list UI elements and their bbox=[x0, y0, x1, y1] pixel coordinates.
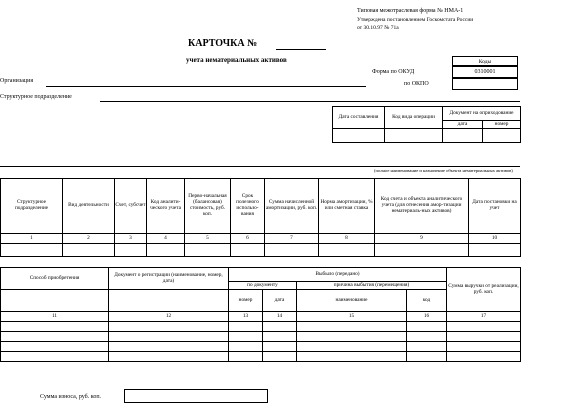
t1-header-2: Вид деятельности bbox=[63, 179, 115, 234]
t1-header-4: Код аналити-ческого учета bbox=[147, 179, 185, 234]
organization-line bbox=[46, 86, 366, 87]
t1-num-3: 3 bbox=[115, 234, 147, 244]
form-approval-line: Утверждена постановлением Госкомстата России bbox=[357, 17, 474, 23]
t2-retired-header bbox=[229, 268, 447, 282]
t2-date-header: дата bbox=[263, 290, 297, 312]
okud-value-cell: 0310001 bbox=[452, 66, 518, 78]
object-name-line bbox=[0, 166, 520, 167]
table-row bbox=[1, 352, 521, 362]
t1-header-10: Дата постановки на учет bbox=[469, 179, 521, 234]
t1-header-3: Счет, субсчет bbox=[115, 179, 147, 234]
t1-header-6: Срок полезного использо-вания bbox=[231, 179, 265, 234]
t2-bydoc-header: по документу bbox=[229, 282, 297, 290]
t1-header-7: Сумма начисленной амортизации, руб. коп. bbox=[265, 179, 319, 234]
department-label: Структурное подразделение bbox=[0, 94, 72, 100]
t2-regdoc-header: Документ о регистрации (наименование, номер, дата) bbox=[109, 268, 229, 290]
card-title: КАРТОЧКА № bbox=[188, 38, 258, 49]
t1-header-8: Норма амортизации, % или сметная ставка bbox=[319, 179, 375, 234]
t2-num-14: 14 bbox=[263, 312, 297, 322]
t1-header-1: Структурное подразделение bbox=[1, 179, 63, 234]
t1-num-7: 7 bbox=[265, 234, 319, 244]
table-row bbox=[1, 244, 521, 257]
doc-docdate-header: дата bbox=[443, 121, 483, 129]
t2-code-header: код bbox=[407, 290, 447, 312]
form-approval-date: от 30.10.97 № 71а bbox=[357, 25, 399, 31]
t2-method-header: Способ приобретения bbox=[1, 268, 109, 290]
t2-sum-header: Сумма выручки от реализации, руб. коп. bbox=[447, 268, 521, 312]
department-line bbox=[100, 101, 520, 102]
card-subtitle: учета нематериальных активов bbox=[186, 56, 287, 64]
t2-num-15: 15 bbox=[297, 312, 407, 322]
codes-header-cell: Коды bbox=[452, 56, 518, 66]
t1-num-5: 5 bbox=[185, 234, 231, 244]
t2-reason-header: причина выбытия (перемещения) bbox=[297, 282, 447, 290]
form-type-line: Типовая межотраслевая форма № НМА-1 bbox=[357, 8, 464, 14]
doc-date-cell bbox=[333, 129, 385, 143]
t1-num-6: 6 bbox=[231, 234, 265, 244]
t1-num-8: 8 bbox=[319, 234, 375, 244]
doc-docnum-cell bbox=[483, 129, 521, 143]
card-number-line bbox=[276, 49, 326, 50]
okud-label: Форма по ОКУД bbox=[372, 69, 415, 75]
okpo-value-cell bbox=[452, 78, 518, 90]
t2-retired-label: Выбыло (передано) bbox=[315, 270, 360, 277]
t1-num-10: 10 bbox=[469, 234, 521, 244]
t1-header-5: Перво-начальная (балансовая) стоимость, руб. коп. bbox=[185, 179, 231, 234]
main-table-1 bbox=[0, 178, 521, 257]
doc-docdate-cell bbox=[443, 129, 483, 143]
t2-name-header: наименование bbox=[297, 290, 407, 312]
doc-docnum-header: номер bbox=[483, 121, 521, 129]
t1-header-9: Код счета и объекта аналитического учета (для отнесения амор-тизации нематериаль-ных активов) bbox=[375, 179, 469, 234]
doc-optype-header: Код вида операции bbox=[385, 107, 443, 129]
table-row bbox=[1, 342, 521, 352]
t2-num-16: 16 bbox=[407, 312, 447, 322]
doc-document-header: Документ на оприходование bbox=[443, 107, 521, 121]
t2-number-header: номер bbox=[229, 290, 263, 312]
object-name-note: (полное наименование и назначение объекта нематериальных активов) bbox=[374, 168, 513, 173]
t2-num-11: 11 bbox=[1, 312, 109, 322]
document-table bbox=[332, 106, 521, 143]
table-row bbox=[1, 332, 521, 342]
sum-income-label: Сумма износа, руб. коп. bbox=[40, 394, 102, 400]
t1-num-9: 9 bbox=[375, 234, 469, 244]
organization-label: Организация bbox=[0, 78, 34, 84]
t2-num-12: 12 bbox=[109, 312, 229, 322]
t1-num-2: 2 bbox=[63, 234, 115, 244]
doc-date-header: Дата составления bbox=[333, 107, 385, 129]
doc-optype-cell bbox=[385, 129, 443, 143]
t2-num-17: 17 bbox=[447, 312, 521, 322]
main-table-2 bbox=[0, 267, 521, 362]
t2-num-13: 13 bbox=[229, 312, 263, 322]
table-row bbox=[1, 322, 521, 332]
sum-income-box bbox=[124, 389, 268, 403]
okpo-label: по ОКПО bbox=[404, 81, 429, 87]
t1-num-1: 1 bbox=[1, 234, 63, 244]
t1-num-4: 4 bbox=[147, 234, 185, 244]
